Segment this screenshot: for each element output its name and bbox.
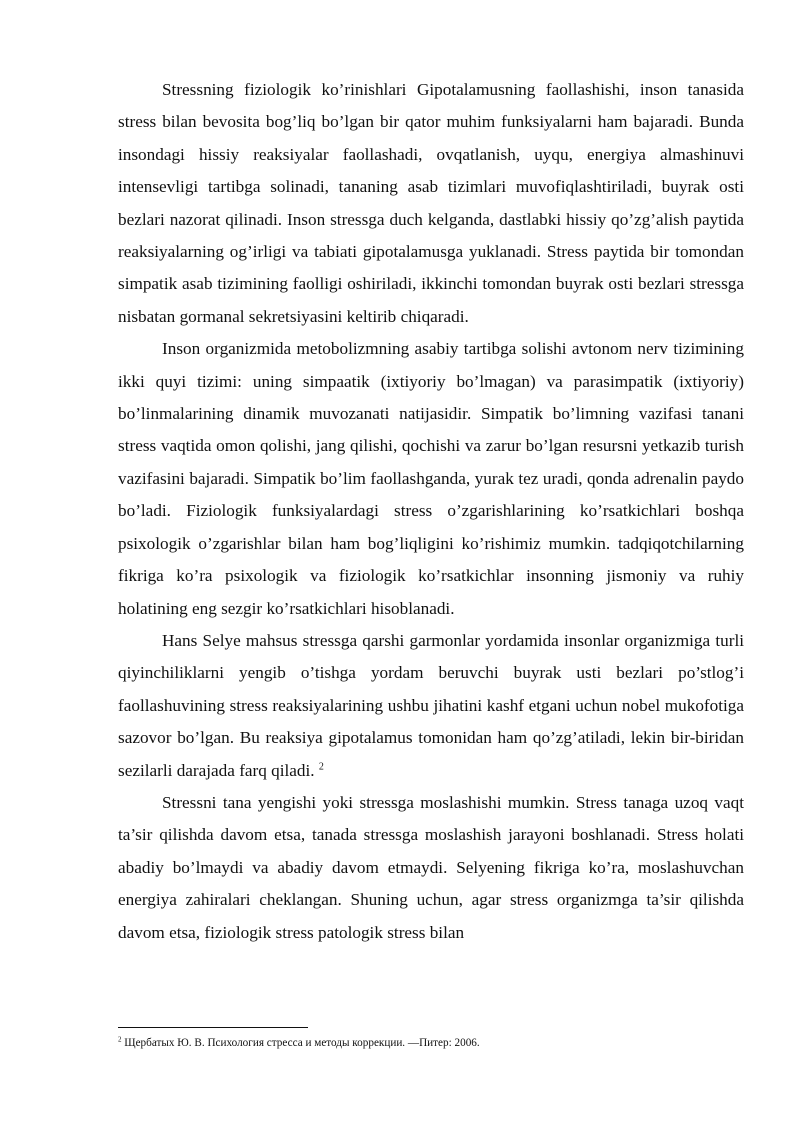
footnote-number: 2 (118, 1035, 122, 1044)
paragraph-1-text: Stressning fiziologik ko’rinishlari Gipotalamusning faollashishi, inson tanasida stress bilan bevosita bog’liq bo’lgan bir qator muhim funksiyalarni ham bajaradi. Bunda insondagi hissiy reaksiyalar faollashadi, ovqatlanish, uyqu, energiya almashinuvi intensevligi tartibga solinadi, tananing asab tizimlari muvofiqlashtiriladi, buyrak osti bezlari nazorat qilinadi. Inson stressga duch kelganda, dastlabki hissiy qo’zg’alish paytida reaksiyalarning og’irligi va tabiati gipotalamusga yuklanadi. Stress paytida bir tomondan simpatik asab tizimining faolligi oshiriladi, ikkinchi tomondan buyrak osti bezlari stressga nisbatan gormanal sekretsiyasini keltirib chiqaradi. (118, 80, 744, 326)
paragraph-3 (118, 625, 744, 787)
paragraph-4-text: Stressni tana yengishi yoki stressga moslashishi mumkin. Stress tanaga uzoq vaqt ta’sir qilishda davom etsa, tanada stressga moslashish jarayoni boshlanadi. Stress holati abadiy bo’lmaydi va abadiy davom etmaydi. Selyening fikriga ko’ra, moslashuvchan energiya zahiralari cheklangan. Shuning uchun, agar stress organizmga ta’sir qilishda davom etsa, fiziologik stress patologik stress bilan (118, 792, 744, 942)
footnote-text: Щербатых Ю. В. Психология стресса и методы коррекции. —Питер: 2006. (121, 1037, 480, 1049)
footnote-reference[interactable]: 2 (318, 760, 324, 772)
paragraph-1 (118, 74, 744, 333)
paragraph-4 (118, 787, 744, 949)
body-text (118, 74, 744, 949)
paragraph-2 (118, 333, 744, 625)
footnote (118, 1036, 744, 1050)
paragraph-2-text: Inson organizmida metobolizmning asabiy tartibga solishi avtonom nerv tizimining ikki quyi tizimi: uning simpaatik (ixtiyoriy bo’lmagan) va parasimpatik (ixtiyoriy) bo’linmalarining dinamik muvozanati natijasidir. Simpatik bo’limning vazifasi tanani stress vaqtida omon qolishi, jang qilishi, qochishi va zarur bo’lgan resursni yetkazib turish vazifasini bajaradi. Simpatik bo’lim faollashganda, yurak tez uradi, qonda adrenalin paydo bo’ladi. Fiziologik funksiyalardagi stress o’zgarishlarining ko’rsatkichlari boshqa psixologik o’zgarishlar bilan ham bog’liqligini ko’rishimiz mumkin. tadqiqotchilarning fikriga ko’ra psixologik va fiziologik ko’rsatkichlar insonning jismoniy va ruhiy holatining eng sezgir ko’rsatkichlari hisoblanadi. (118, 339, 744, 618)
paragraph-3-text: Hans Selye mahsus stressga qarshi garmonlar yordamida insonlar organizmiga turli qiyinchiliklarni yengib o’tishga yordam beruvchi buyrak usti bezlari po’stlog’i faollashuvining stress reaksiyalarining ushbu jihatini kashf etgani uchun nobel mukofotiga sazovor bo’lgan. Bu reaksiya gipotalamus tomonidan ham qo’zg’atiladi, lekin bir-biridan sezilarli darajada farq qiladi. (118, 630, 744, 780)
footnote-divider (118, 1027, 308, 1028)
